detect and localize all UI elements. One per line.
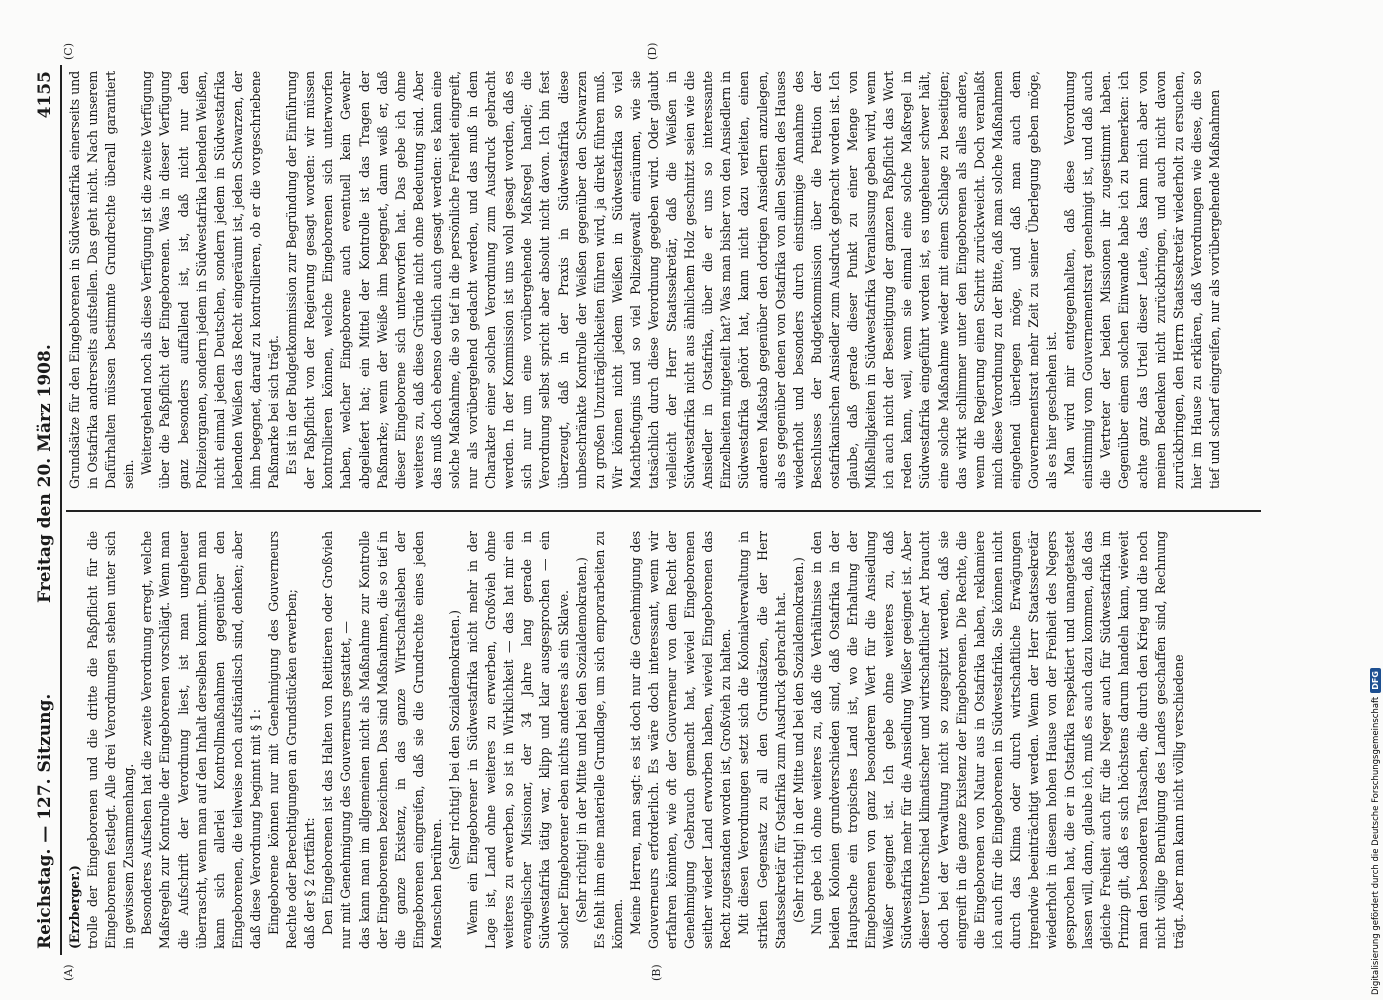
text-column-left — [66, 531, 1261, 949]
interjection: (Sehr richtig! in der Mitte und bei den Sozialdemokraten.) — [790, 557, 806, 923]
paragraph: Weitergehend noch als diese Verfügung ist die zweite Verfügung über die Paßpflicht der Eingeborenen. Was in dieser Verfügung ganz besonders auffallend ist, ist, daß nicht nur den Polizeiorganen, sondern jedem in Südwestafrika lebenden Weißen, nicht einmal jedem Deutschen, sondern jedem in Südwestafrika lebenden Weißen das Recht eingeräumt ist, jeden Schwarzen, der ihm begegnet, darauf zu kontrollieren, ob er die vorgeschriebene Paßmarke bei sich trägt. — [139, 71, 282, 489]
paragraph: Den Eingeborenen ist das Halten von Reittieren oder Großvieh nur mit Genehmigung des Gouverneurs gestattet, — — [320, 531, 354, 949]
interjection: (Sehr richtig! in der Mitte und bei den Sozialdemokraten.) — [573, 557, 589, 923]
interjection: (Sehr richtig! bei den Sozialdemokraten.) — [446, 610, 462, 870]
paragraph: Mit diesen Verordnungen setzt sich die Kolonialverwaltung in strikten Gegensatz zu all den Grundsätzen, die der Herr Staatssekretär für Ostafrika zum Ausdruck gebracht hat. — [736, 531, 788, 949]
paragraph: daß der § 2 fortfährt: — [302, 817, 318, 949]
header-rule — [60, 65, 62, 955]
column-divider — [66, 510, 1261, 512]
paragraph: trolle der Eingeborenen und die dritte die Paßpflicht für die Eingeborenen festlegt. Alle drei Verordnungen stehen unter sich in gewissem Zusammenhang. — [85, 531, 137, 949]
paragraph: Grundsätze für den Eingeborenen in Südwestafrika einerseits und in Ostafrika andrerseits aufstellen. Das geht nicht. Nach unserem Dafürhalten müssen bestimmte Grundrechte überall garantiert sein. — [67, 71, 137, 489]
paragraph: Wenn ein Eingeborener in Südwestafrika nicht mehr in der Lage ist, Land ohne weiteres zu erwerben, Großvieh ohne weiteres zu erwerben, so ist in Wirklichkeit — das hat mir ein evangelischer Missionar, der 34 Jahre lang gerade in Südwestafrika tätig war, klipp und klar ausgesprochen — ein solcher Eingeborener eben nichts anderes als ein Sklave. — [465, 531, 571, 949]
paragraph: Man wird mir entgegenhalten, daß diese Verordnung einstimmig vom Gouvernementsrat genehmigt ist, und daß auch die Vertreter der beiden Missionen ihr zugestimmt haben. Gegenüber einem solchen Einwande habe ich zu bemerken: ich achte ganz das Urteil dieser Leute, das kann mich aber von meinen Bedenken nicht zurückbringen, und auch nicht davon zurückbringen, den Herrn Staatssekretär wiederholt zu ersuchen, hier im Hause zu erklären, daß Verordnungen wie diese, die so tief und scharf eingreifen, nur als vorübergehende Maßnahmen — [1062, 71, 1222, 489]
rotated-page-content — [30, 42, 1270, 981]
digitization-credit — [1370, 668, 1381, 995]
paragraph: Es ist in der Budgetkommission zur Begründung der Einführung der Paßpflicht von der Regierung gesagt worden: wir müssen kontrollieren können, welche Eingeborenen sich unterworfen haben, welcher Eingeborene auch eventuell kein Gewehr abgeliefert hat; ein Mittel der Kontrolle ist das Tragen der Paßmarke; wenn der Weiße ihm begegnet, dann weiß er, daß dieser Eingeborene sich unterworfen hat. Das gebe ich ohne weiteres zu, daß diese Gründe nicht ohne Bedeutung sind. Aber das muß doch ebenso deutlich auch gesagt werden: es kann eine solche Maßnahme, die so tief in die persönliche Freiheit eingreift, nur als vorübergehend gedacht werden, und das muß in dem Charakter einer solchen Verordnung zum Ausdruck gebracht werden. In der Kommission ist uns wohl gesagt worden, daß es sich nur um eine vorübergehende Maßregel handle; die Verordnung selbst spricht aber absolut nicht davon. Ich bin fest überzeugt, daß in der Praxis in Südwestafrika diese unbeschränkte Kontrolle der Weißen gegenüber den Schwarzen zu großen Unzuträglichkeiten führen wird, ja direkt führen muß. Wir können nicht jedem Weißen in Südwestafrika so viel Machtbefugnis und so viel Polizeigewalt einräumen, wie sie tatsächlich durch diese Verordnung gegeben wird. Oder glaubt vielleicht der Herr Staatssekretär, daß die Weißen in Südwestafrika nicht aus ähnlichem Holz geschnitzt seien wie die Ansiedler in Ostafrika, über die er uns so interessante Einzelheiten mitgeteilt hat? Was man bisher von den Ansiedlern in Südwestafrika gehört hat, kann nicht dazu verleiten, einen anderen Maßstab gegenüber den dortigen Ansiedlern anzulegen, als es gegenüber denen von Ostafrika von allen Seiten des Hauses wiederholt und besonders durch einstimmige Annahme des Beschlusses der Budgetkommission über die Petition der ostafrikanischen Ansiedler zum Ausdruck gebracht worden ist. Ich glaube, daß gerade dieser Punkt zu einer Menge von Mißhelligkeiten in Südwestafrika Veranlassung geben wird, wenn ich auch nicht der Beseitigung der ganzen Paßpflicht das Wort reden kann, weil, wenn sie einmal eine solche Maßregel in Südwestafrika eingeführt worden ist, es ungeheuer schwer hält, eine solche Maßnahme wieder mit einem Schlage zu beseitigen; das wirkt schlimmer unter den Eingeborenen als alles andere, wenn die Regierung einen Schritt zurückweicht. Doch veranlaßt mich diese Verordnung zu der Bitte, daß man solche Maßnahmen eingehend überlegen möge, und daß man auch dem Gouvernementsrat mehr Zeit zu seiner Überlegung geben möge, als es hier geschehen ist. — [284, 71, 1060, 489]
text-column-right — [66, 71, 1261, 489]
paragraph: Besonderes Aufsehen hat die zweite Verordnung erregt, welche Maßregeln zur Kontrolle der Eingeborenen vorschlägt. Wenn man die Aufschrift der Verordnung liest, ist man ungeheuer überrascht, wenn man auf den Inhalt derselben kommt. Denn man kann sich allerlei Kontrollmaßnahmen gegenüber den Eingeborenen, die teilweise noch aufständisch sind, denken; aber daß diese Verordnung beginnt mit § 1: — [139, 531, 263, 949]
paragraph: Eingeborene können nur mit Genehmigung des Gouverneurs Rechte oder Berechtigungen an Grundstücken erwerben; — [266, 531, 300, 949]
page-header — [30, 65, 60, 955]
paragraph: das kann man im allgemeinen nicht als Maßnahme zur Kontrolle der Eingeborenen bezeichnen. Das sind Maßnahmen, die so tief in die ganze Existenz, in das ganze Wirtschaftsleben der Eingeborenen eingreifen, daß sie die Grundrechte eines jeden Menschen berühren. — [356, 531, 444, 949]
margin-mark-b: (B) — [650, 964, 663, 981]
header-session: Reichstag. — 127. Sitzung. — [35, 693, 55, 949]
dfg-logo: DFG — [1370, 668, 1381, 693]
header-date: Freitag den 20. März 1908. — [35, 344, 55, 603]
paragraph: Es fehlt ihm eine materielle Grundlage, um sich emporarbeiten zu können. — [591, 531, 625, 949]
credit-text: Digitalisierung gefördert durch die Deutsche Forschungsgemeinschaft — [1370, 696, 1381, 995]
margin-mark-a: (A) — [62, 964, 75, 981]
margin-mark-c: (C) — [62, 43, 75, 60]
page-number: 4155 — [35, 71, 55, 119]
paragraph: Nun gebe ich ohne weiteres zu, daß die Verhältnisse in den beiden Kolonien grundverschieden sind, daß Ostafrika in der Hauptsache ein tropisches Land ist, wo die Erhaltung der Eingeborenen von ganz besonderem Wert für die Ansiedlung Weißer geeignet ist. Ich gebe ohne weiteres zu, daß Südwestafrika mehr für die Ansiedlung Weißer geeignet ist. Aber dieser Unterschied klimatischer und wirtschaftlicher Art braucht doch bei der Verwaltung nicht so zugespitzt werden, daß sie eingreift in die ganze Existenz der Eingeborenen. Die Rechte, die die Eingeborenen von Natur aus in Ostafrika haben, reklamiere ich auch für die Eingeborenen in Südwestafrika. Sie können nicht durch das Klima oder durch wirtschaftliche Erwägungen irgendwie beeinträchtigt werden. Wenn der Herr Staatssekretär wiederholt in diesem hohen Hause von der Freiheit des Negers gesprochen hat, die er in Ostafrika respektiert und unangetastet lassen will, dann, glaube ich, muß es auch dazu kommen, daß das gleiche Freiheit auch für die Neger auch für Südwestafrika im Prinzip gilt, daß es sich höchstens darum handeln kann, wieweit man den besonderen Tatsachen, die durch den Krieg und die noch nicht völlige Beruhigung des Landes geschaffen sind, Rechnung trägt. Aber man kann nicht völlig verschiedene — [808, 531, 1186, 949]
paragraph: Meine Herren, man sagt: es ist doch nur die Genehmigung des Gouverneurs erforderlich. Es wäre doch interessant, wenn wir erfahren könnten, wie oft der Gouverneur von dem Recht der Genehmigung Gebrauch gemacht hat, wieviel Eingeborenen seither wieder Land erworben haben, wieviel Eingeborenen das Recht zugestanden worden ist, Großvieh zu halten. — [627, 531, 734, 949]
margin-mark-d: (D) — [646, 42, 659, 60]
speaker-name: (Erzberger.) — [67, 865, 82, 949]
